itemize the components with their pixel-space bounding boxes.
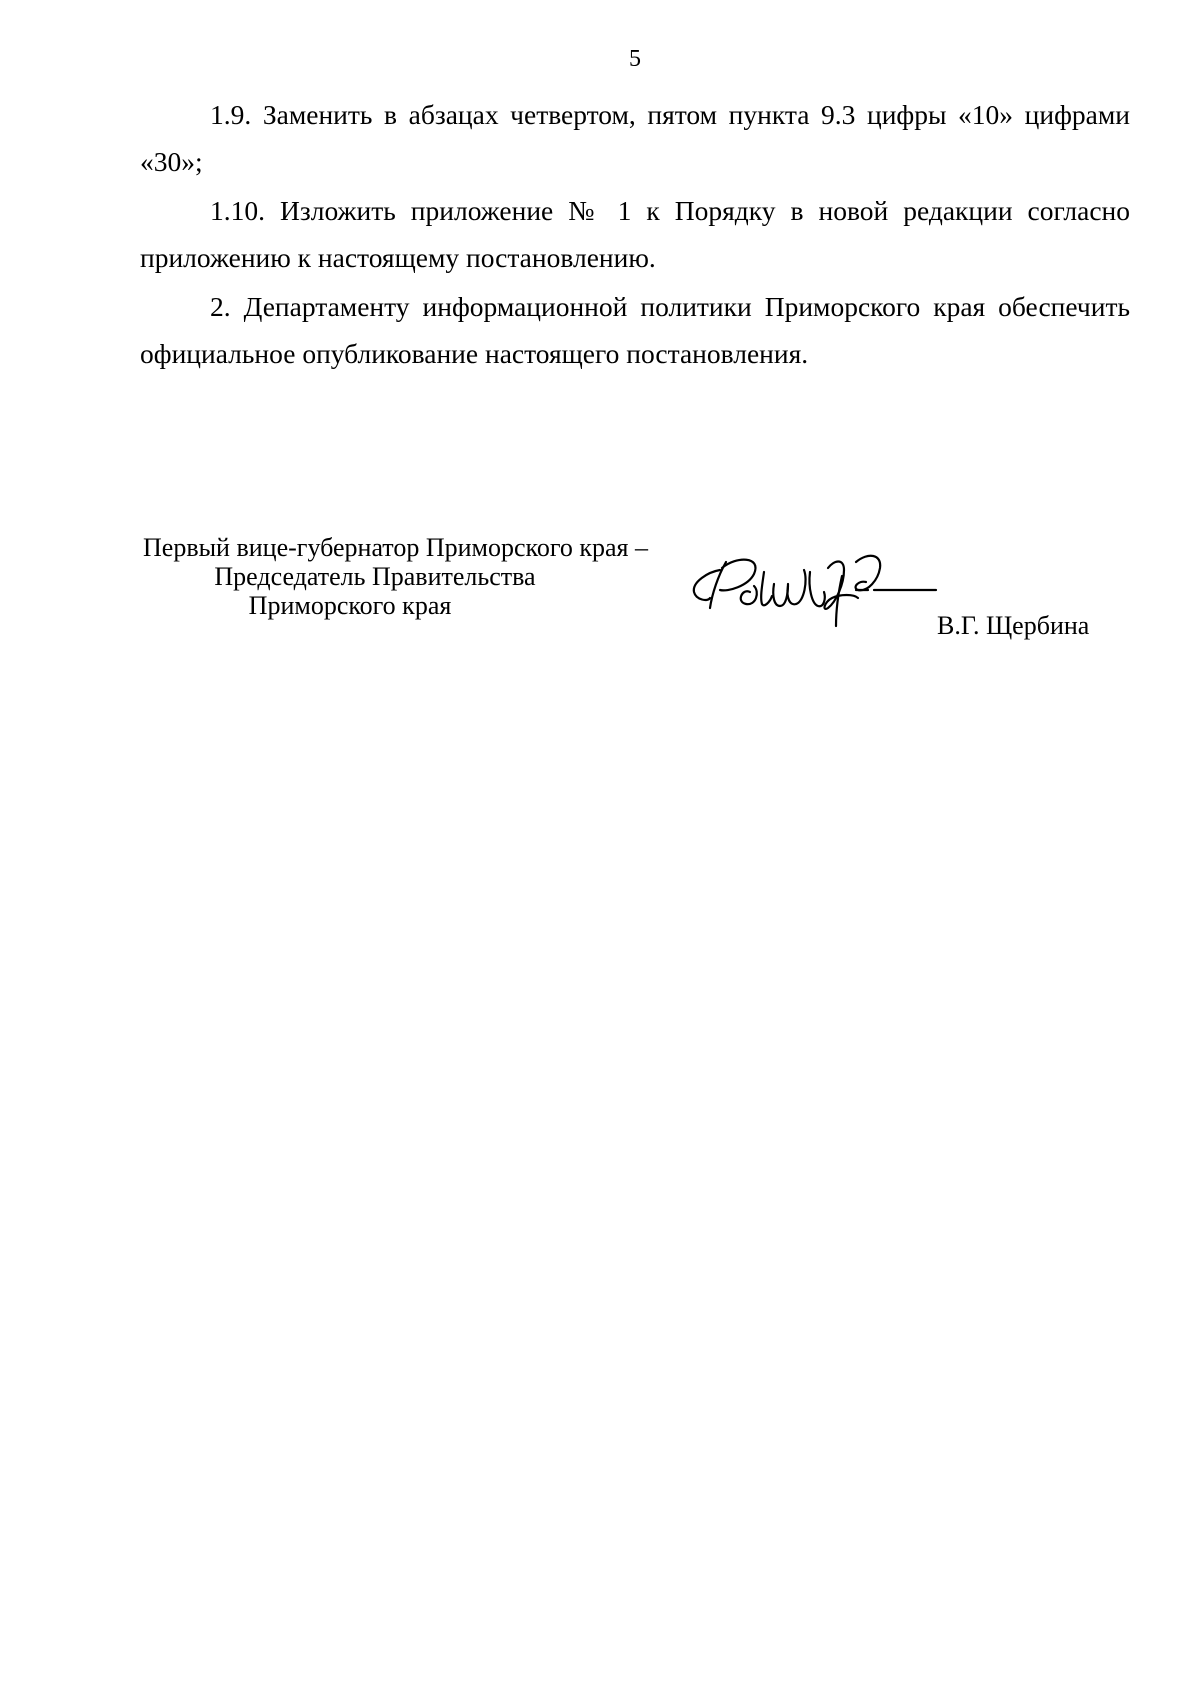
signatory-position — [140, 533, 720, 620]
paragraph-1-10: 1.10. Изложить приложение № 1 к Порядку в новой редакции согласно приложению к настоящему постановлению. — [140, 195, 1130, 273]
signatory-name: В.Г. Щербина — [937, 611, 1090, 640]
signatory-position-line-1: Первый вице-губернатор Приморского края – — [143, 533, 648, 562]
signatory-position-line-3: Приморского края — [248, 591, 452, 620]
paragraph-2: 2. Департаменту информационной политики Приморского края обеспечить официальное опубликование настоящего постановления. — [140, 291, 1130, 369]
signature-block — [140, 533, 1140, 653]
document-body — [140, 91, 1130, 379]
paragraph-1-9: 1.9. Заменить в абзацах четвертом, пятом пункта 9.3 цифры «10» цифрами «30»; — [140, 99, 1130, 177]
signatory-position-line-2: Председатель Правительства — [214, 562, 536, 591]
page-number: 5 — [629, 46, 641, 72]
